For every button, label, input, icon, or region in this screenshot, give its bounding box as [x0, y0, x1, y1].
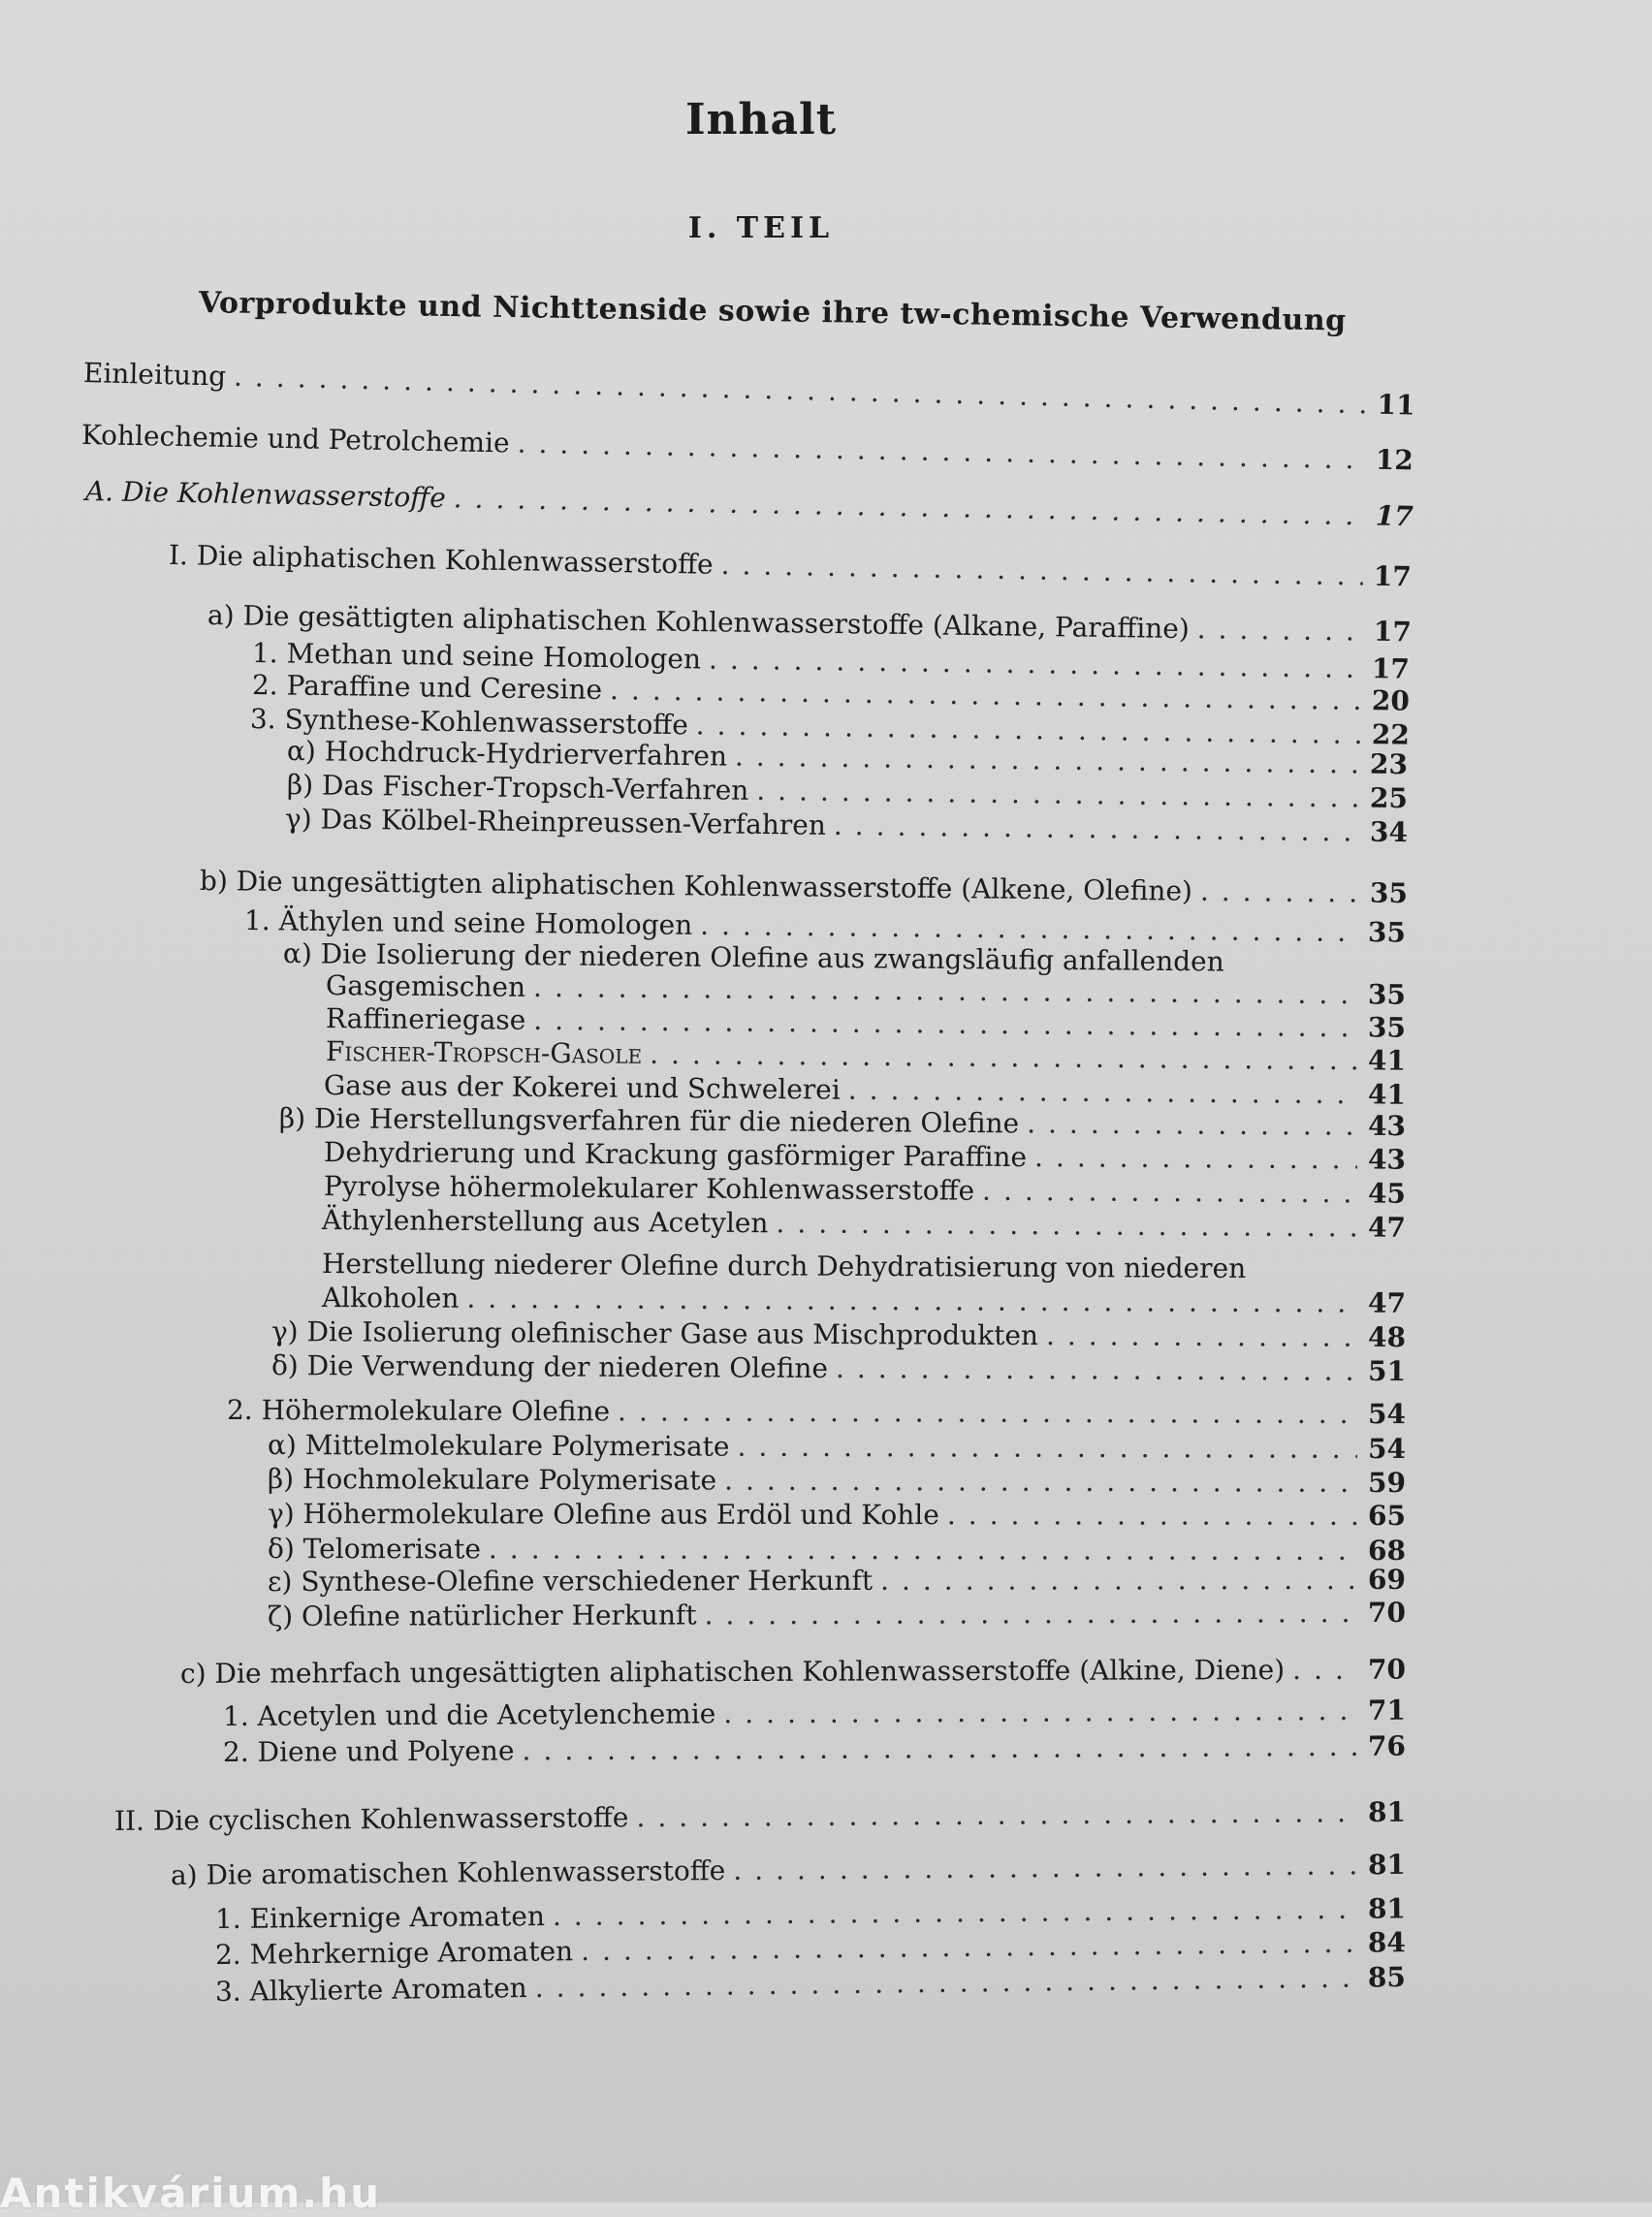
toc-entry — [200, 865, 1408, 910]
leader-dots — [581, 1927, 1357, 1968]
toc-entry — [223, 1694, 1406, 1733]
toc-entry-page: 65 — [1368, 1499, 1407, 1533]
toc-entry — [227, 1394, 1406, 1431]
toc-entry — [223, 1730, 1406, 1769]
toc-entry-label: Einleitung — [82, 357, 227, 393]
toc-entry-label: β) Die Herstellungsverfahren für die niederen Olefine — [278, 1102, 1020, 1140]
toc-entry-page: 41 — [1367, 1044, 1407, 1077]
leader-dots — [836, 1352, 1357, 1388]
toc-entry-page: 17 — [1373, 615, 1413, 649]
toc-entry-label: 2. Diene und Polyene — [222, 1734, 515, 1768]
leader-dots — [733, 1849, 1357, 1887]
toc-entry — [268, 1463, 1406, 1500]
toc-entry-label: δ) Die Verwendung der niederen Olefine — [270, 1349, 829, 1385]
toc-entry-label: Alkoholen — [321, 1282, 460, 1314]
part-heading: I. TEIL — [687, 211, 835, 245]
toc-entry-page: 43 — [1367, 1109, 1407, 1143]
leader-dots — [947, 1499, 1357, 1533]
toc-entry-label: 1. Acetylen und die Acetylenchemie — [222, 1697, 716, 1732]
toc-entry-label: 3. Alkylierte Aromaten — [214, 1972, 527, 2008]
toc-entry-line: Herstellung niederer Olefine durch Dehydratisierung von niederen — [321, 1248, 1247, 1284]
toc-entry-page: 45 — [1367, 1177, 1407, 1210]
toc-entry-label: 2. Höhermolekulare Olefine — [226, 1394, 611, 1428]
toc-entry — [268, 1597, 1406, 1633]
toc-entry-label: β) Das Fischer-Tropsch-Verfahren — [286, 769, 749, 807]
toc-entry-page: 81 — [1367, 1795, 1407, 1828]
toc-entry — [271, 1315, 1406, 1354]
watermark-logo: Antikvárium.hu — [0, 2169, 382, 2217]
toc-entry-page: 54 — [1367, 1432, 1407, 1466]
leader-dots — [705, 1597, 1358, 1631]
toc-entry-page: 20 — [1371, 684, 1411, 717]
toc-entry-label: 3. Synthese-Kohlenwasserstoffe — [249, 703, 689, 742]
toc-entry — [268, 1498, 1406, 1533]
leader-dots — [724, 1465, 1357, 1500]
toc-entry-label: c) Die mehrfach ungesättigten aliphatischen Kohlenwasserstoffe (Alkine, Diene) — [179, 1654, 1286, 1690]
leader-dots — [1292, 1654, 1357, 1687]
toc-entry-label: a) Die gesättigten aliphatischen Kohlenwasserstoffe (Alkane, Paraffine) — [206, 599, 1190, 646]
leader-dots — [535, 1962, 1358, 2005]
toc-entry-page: 81 — [1367, 1848, 1407, 1882]
toc-entry-label: 2. Mehrkernige Aromaten — [214, 1935, 574, 1971]
leader-dots — [517, 428, 1365, 477]
toc-entry-page: 43 — [1367, 1143, 1407, 1176]
toc-entry-label: Gase aus der Kokerei und Schwelerei — [323, 1069, 841, 1106]
toc-entry-label: b) Die ungesättigten aliphatischen Kohlenwasserstoffe (Alkene, Olefine) — [199, 865, 1193, 907]
toc-entry-label: α) Hochdruck-Hydrierverfahren — [286, 735, 728, 773]
toc-entry-label: ε) Synthese-Olefine verschiedener Herkunft — [267, 1564, 874, 1598]
toc-entry-page: 23 — [1369, 747, 1409, 781]
toc-entry-page: 35 — [1369, 876, 1409, 910]
toc-entry-page: 35 — [1367, 978, 1407, 1011]
toc-entry-label: A. Die Kohlenwasserstoffe — [84, 475, 447, 515]
leader-dots — [1200, 875, 1359, 910]
toc-entry-page: 41 — [1367, 1078, 1407, 1111]
toc-entry-page: 54 — [1367, 1398, 1407, 1431]
leader-dots — [522, 1730, 1357, 1768]
leader-dots — [636, 1796, 1357, 1834]
leader-dots — [650, 1038, 1357, 1077]
toc-entry-label: ζ) Olefine natürlicher Herkunft — [267, 1599, 697, 1632]
toc-entry-label: II. Die cyclischen Kohlenwasserstoffe — [113, 1801, 629, 1837]
toc-entry — [169, 539, 1412, 593]
toc-entry-page: 17 — [1375, 499, 1414, 533]
toc-entry — [114, 1796, 1406, 1838]
toc-entry-page: 76 — [1367, 1729, 1407, 1762]
leader-dots — [848, 1074, 1357, 1112]
toc-entry-label: α) Mittelmolekulare Polymerisate — [267, 1429, 730, 1463]
part-subtitle: Vorprodukte und Nichttenside sowie ihre tw-chemische Verwendung — [198, 286, 1347, 338]
toc-entry-page: 68 — [1368, 1534, 1407, 1568]
toc-entry-page: 70 — [1367, 1653, 1407, 1686]
toc-entry — [322, 1282, 1406, 1320]
toc-entry-label: 1. Methan und seine Homologen — [251, 637, 702, 676]
leader-dots — [982, 1175, 1357, 1211]
toc-entry-page: 59 — [1367, 1466, 1407, 1500]
toc-entry-page: 70 — [1367, 1596, 1407, 1630]
toc-entry-label: Fischer-Tropsch-Gasole — [325, 1035, 643, 1070]
leader-dots — [453, 482, 1365, 532]
toc-entry-page: 35 — [1367, 916, 1407, 949]
toc-entry-page: 84 — [1367, 1926, 1407, 1959]
toc-entry-page: 69 — [1367, 1563, 1407, 1597]
leader-dots — [1197, 613, 1364, 648]
leader-dots — [1034, 1141, 1357, 1176]
toc-entry — [268, 1533, 1406, 1568]
toc-entry-label: Raffineriegase — [325, 1002, 526, 1036]
toc-entry-label: Äthylenherstellung aus Acetylen — [321, 1204, 769, 1240]
toc-entry-page: 48 — [1367, 1320, 1407, 1354]
toc-entry-page: 47 — [1367, 1286, 1407, 1319]
toc-entry-label: 2. Paraffine und Ceresine — [251, 669, 603, 707]
toc-entry-page: 47 — [1367, 1211, 1407, 1244]
toc-entry-line: α) Die Isolierung der niederen Olefine aus zwangsläufig anfallenden — [282, 937, 1224, 978]
toc-entry — [81, 419, 1414, 477]
toc-entry-page: 25 — [1369, 781, 1409, 815]
toc-entry-label: Pyrolyse höhermolekularer Kohlenwasserstoffe — [323, 1170, 975, 1207]
toc-entry-page: 85 — [1367, 1960, 1407, 1994]
toc-entry — [85, 475, 1414, 533]
toc-entry-page: 35 — [1367, 1011, 1407, 1044]
toc-entry-page: 17 — [1371, 652, 1411, 685]
toc-entry — [180, 1654, 1406, 1691]
toc-entry-page: 12 — [1375, 443, 1414, 477]
toc-entry — [268, 1564, 1406, 1599]
toc-entry-label: β) Hochmolekulare Polymerisate — [267, 1463, 717, 1497]
toc-entry-page: 81 — [1367, 1892, 1407, 1925]
toc-entry-label: δ) Telomerisate — [267, 1533, 481, 1566]
toc-entry-label: 1. Einkernige Aromaten — [214, 1900, 546, 1935]
toc-entry-label: γ) Das Kölbel-Rheinpreussen-Verfahren — [284, 803, 827, 841]
leader-dots — [834, 809, 1359, 849]
toc-entry-label: γ) Höhermolekulare Olefine aus Erdöl und Kohle — [267, 1498, 939, 1532]
toc-entry — [83, 357, 1415, 423]
toc-entry-page: 51 — [1367, 1354, 1407, 1388]
toc-entry-label: Kohlechemie und Petrolchemie — [80, 419, 510, 459]
leader-dots — [553, 1893, 1357, 1933]
toc-entry — [322, 1204, 1406, 1245]
toc-entry-page: 11 — [1377, 388, 1416, 422]
leader-dots — [720, 549, 1363, 593]
leader-dots — [776, 1207, 1357, 1244]
leader-dots — [489, 1533, 1357, 1568]
leader-dots — [618, 1395, 1357, 1431]
toc-entry-page: 71 — [1367, 1694, 1407, 1726]
toc-entry-label: I. Die aliphatischen Kohlenwasserstoffe — [168, 539, 714, 581]
toc-entry — [268, 1429, 1406, 1466]
page-title: Inhalt — [684, 95, 838, 144]
leader-dots — [880, 1564, 1357, 1598]
leader-dots — [234, 361, 1367, 422]
toc-entry-label: a) Die aromatischen Kohlenwasserstoffe — [170, 1854, 726, 1891]
toc-entry-page: 17 — [1373, 559, 1413, 593]
toc-entry-label: γ) Die Isolierung olefinischer Gase aus Mischprodukten — [270, 1315, 1039, 1352]
toc-entry-label: Gasgemischen — [325, 969, 526, 1003]
leader-dots — [466, 1283, 1357, 1320]
toc-entry-label: 1. Äthylen und seine Homologen — [243, 904, 693, 941]
toc-entry-label: Dehydrierung und Krackung gasförmiger Paraffine — [323, 1136, 1028, 1174]
leader-dots — [1046, 1319, 1357, 1354]
toc-entry-page: 34 — [1369, 815, 1409, 849]
leader-dots — [723, 1694, 1357, 1730]
leader-dots — [1027, 1107, 1357, 1142]
toc-entry-page: 22 — [1371, 718, 1411, 751]
toc-entry — [271, 1349, 1406, 1388]
leader-dots — [737, 1431, 1357, 1466]
toc-entry — [171, 1849, 1406, 1892]
